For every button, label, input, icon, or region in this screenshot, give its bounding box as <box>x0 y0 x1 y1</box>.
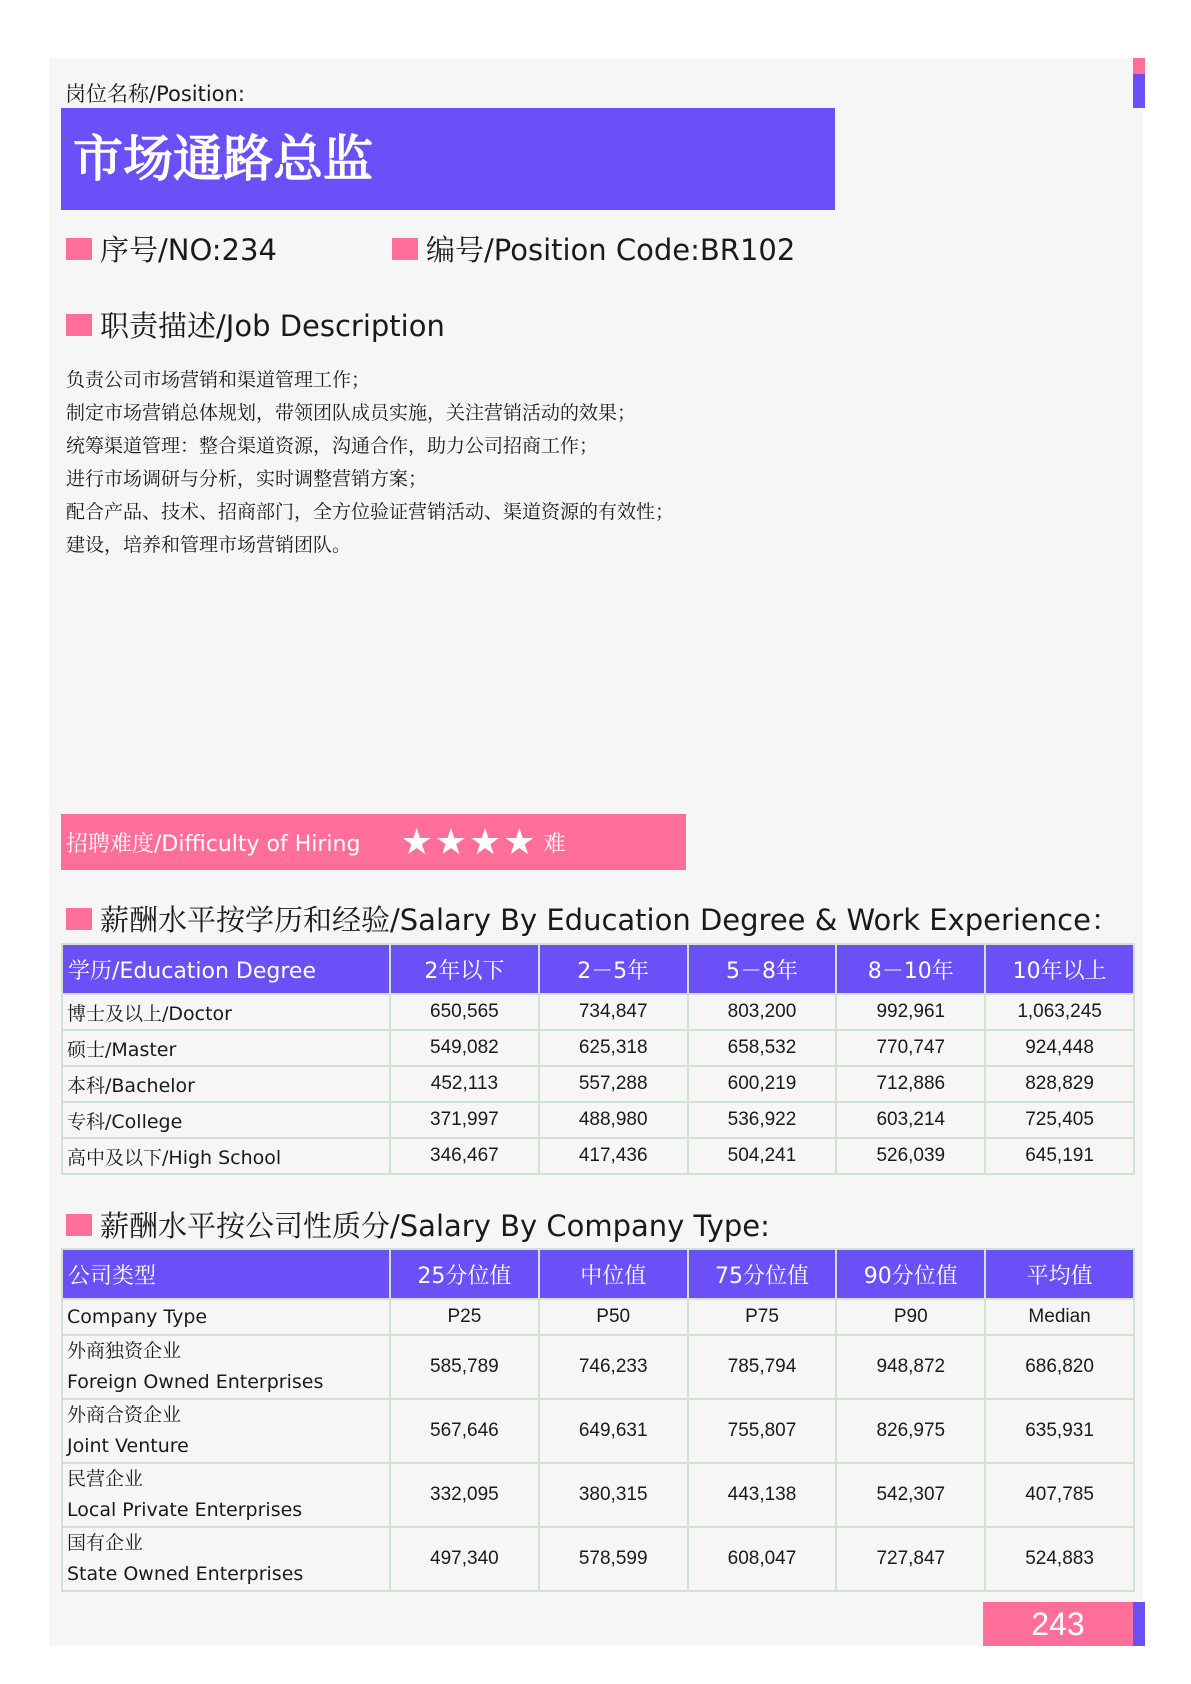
row-label: 博士及以上/Doctor <box>62 994 390 1030</box>
row-label <box>62 1399 390 1463</box>
difficulty-label: 招聘难度/Difficulty of Hiring <box>66 831 361 857</box>
table-cell: 1,063,245 <box>985 994 1134 1030</box>
table-row <box>62 1102 1134 1138</box>
description-line: 制定市场营销总体规划，带领团队成员实施，关注营销活动的效果； <box>66 402 637 424</box>
education-salary-heading-text: 薪酬水平按学历和经验/Salary By Education Degree & Work Experience： <box>100 903 1120 937</box>
table-cell: 557,288 <box>539 1066 688 1102</box>
bullet-square-icon <box>392 238 418 260</box>
difficulty-level: 难 <box>543 831 566 857</box>
row-label: 专科/College <box>62 1102 390 1138</box>
table-cell: 645,191 <box>985 1138 1134 1174</box>
table-row <box>62 1335 1134 1399</box>
table-cell: 371,997 <box>390 1102 539 1138</box>
table-cell: 712,886 <box>836 1066 985 1102</box>
company-type-cn: 外商合资企业 <box>67 1404 182 1426</box>
table-cell: 346,467 <box>390 1138 539 1174</box>
table-cell: 417,436 <box>539 1138 688 1174</box>
bullet-square-icon <box>66 238 92 260</box>
row-label: 硕士/Master <box>62 1030 390 1066</box>
job-description-heading-text: 职责描述/Job Description <box>100 309 445 343</box>
description-line: 建设，培养和管理市场营销团队。 <box>66 534 352 556</box>
table-cell: 785,794 <box>688 1335 837 1399</box>
company-salary-table <box>61 1248 1135 1592</box>
description-line: 配合产品、技术、招商部门，全方位验证营销活动、渠道资源的有效性； <box>66 501 675 523</box>
row-label <box>62 1463 390 1527</box>
company-type-en: Foreign Owned Enterprises <box>67 1371 324 1393</box>
table-cell: 542,307 <box>836 1463 985 1527</box>
job-description-heading <box>66 304 445 345</box>
table-cell: 600,219 <box>688 1066 837 1102</box>
column-header: 平均值 <box>985 1249 1134 1299</box>
table-cell: 746,233 <box>539 1335 688 1399</box>
table-cell: 497,340 <box>390 1527 539 1591</box>
row-label: 本科/Bachelor <box>62 1066 390 1102</box>
company-type-cn: 国有企业 <box>67 1532 144 1554</box>
position-label: 岗位名称/Position: <box>65 82 245 106</box>
column-header: 90分位值 <box>836 1249 985 1299</box>
page-number: 243 <box>983 1602 1133 1646</box>
table-cell: 727,847 <box>836 1527 985 1591</box>
company-type-en: Joint Venture <box>67 1435 189 1457</box>
subheader-cell: Company Type <box>62 1299 390 1335</box>
job-description <box>66 364 674 562</box>
row-label <box>62 1527 390 1591</box>
row-label <box>62 1335 390 1399</box>
table-cell: 658,532 <box>688 1030 837 1066</box>
table-row <box>62 994 1134 1030</box>
position-code-text: 编号/Position Code:BR102 <box>426 233 796 267</box>
subheader-cell: P25 <box>390 1299 539 1335</box>
subheader-cell: P50 <box>539 1299 688 1335</box>
column-header: 8－10年 <box>836 944 985 994</box>
subheader-cell: P90 <box>836 1299 985 1335</box>
table-cell: 549,082 <box>390 1030 539 1066</box>
table-cell: 567,646 <box>390 1399 539 1463</box>
description-line: 进行市场调研与分析，实时调整营销方案； <box>66 468 428 490</box>
company-type-en: Local Private Enterprises <box>67 1499 303 1521</box>
table-cell: 332,095 <box>390 1463 539 1527</box>
table-cell: 488,980 <box>539 1102 688 1138</box>
page-number-accent <box>1133 1602 1145 1646</box>
bullet-square-icon <box>66 908 92 930</box>
table-cell: 649,631 <box>539 1399 688 1463</box>
education-salary-table <box>61 943 1135 1175</box>
table-row <box>62 1399 1134 1463</box>
corner-accent-pink <box>1133 58 1145 74</box>
position-title: 市场通路总监 <box>61 108 835 210</box>
table-row <box>62 1030 1134 1066</box>
column-header: 公司类型 <box>62 1249 390 1299</box>
table-row <box>62 1066 1134 1102</box>
table-cell: 803,200 <box>688 994 837 1030</box>
subheader-cell: Median <box>985 1299 1134 1335</box>
hiring-difficulty-bar <box>61 814 686 870</box>
table-cell: 380,315 <box>539 1463 688 1527</box>
company-type-en: State Owned Enterprises <box>67 1563 304 1585</box>
table-cell: 504,241 <box>688 1138 837 1174</box>
column-header: 学历/Education Degree <box>62 944 390 994</box>
table-cell: 443,138 <box>688 1463 837 1527</box>
table-cell: 625,318 <box>539 1030 688 1066</box>
column-header: 2年以下 <box>390 944 539 994</box>
table-cell: 524,883 <box>985 1527 1134 1591</box>
table-cell: 826,975 <box>836 1399 985 1463</box>
row-label: 高中及以下/High School <box>62 1138 390 1174</box>
subheader-cell: P75 <box>688 1299 837 1335</box>
corner-accent-purple <box>1133 74 1145 108</box>
description-line: 统筹渠道管理：整合渠道资源，沟通合作，助力公司招商工作； <box>66 435 599 457</box>
description-line: 负责公司市场营销和渠道管理工作； <box>66 369 371 391</box>
table-cell: 650,565 <box>390 994 539 1030</box>
table-cell: 828,829 <box>985 1066 1134 1102</box>
table-cell: 635,931 <box>985 1399 1134 1463</box>
bullet-square-icon <box>66 314 92 336</box>
table-row <box>62 1527 1134 1591</box>
table-cell: 526,039 <box>836 1138 985 1174</box>
column-header: 2－5年 <box>539 944 688 994</box>
table-cell: 948,872 <box>836 1335 985 1399</box>
table-cell: 755,807 <box>688 1399 837 1463</box>
company-salary-heading <box>66 1204 770 1245</box>
table-cell: 686,820 <box>985 1335 1134 1399</box>
table-cell: 734,847 <box>539 994 688 1030</box>
table-cell: 725,405 <box>985 1102 1134 1138</box>
table-cell: 924,448 <box>985 1030 1134 1066</box>
table-cell: 407,785 <box>985 1463 1134 1527</box>
table-cell: 608,047 <box>688 1527 837 1591</box>
table-cell: 536,922 <box>688 1102 837 1138</box>
company-type-cn: 民营企业 <box>67 1468 144 1490</box>
company-salary-heading-text: 薪酬水平按公司性质分/Salary By Company Type: <box>100 1209 770 1243</box>
company-type-cn: 外商独资企业 <box>67 1340 182 1362</box>
table-header-row <box>62 944 1134 994</box>
education-salary-heading <box>66 898 1120 939</box>
table-row <box>62 1138 1134 1174</box>
table-cell: 585,789 <box>390 1335 539 1399</box>
star-rating-icon: ★★★★ <box>400 821 538 863</box>
table-row <box>62 1463 1134 1527</box>
table-subheader-row <box>62 1299 1134 1335</box>
table-cell: 452,113 <box>390 1066 539 1102</box>
column-header: 中位值 <box>539 1249 688 1299</box>
column-header: 75分位值 <box>688 1249 837 1299</box>
position-code <box>392 228 795 269</box>
table-cell: 578,599 <box>539 1527 688 1591</box>
column-header: 5－8年 <box>688 944 837 994</box>
position-number-text: 序号/NO:234 <box>100 233 277 267</box>
table-cell: 603,214 <box>836 1102 985 1138</box>
column-header: 10年以上 <box>985 944 1134 994</box>
table-header-row <box>62 1249 1134 1299</box>
table-cell: 770,747 <box>836 1030 985 1066</box>
column-header: 25分位值 <box>390 1249 539 1299</box>
bullet-square-icon <box>66 1214 92 1236</box>
position-number <box>66 228 277 269</box>
table-cell: 992,961 <box>836 994 985 1030</box>
